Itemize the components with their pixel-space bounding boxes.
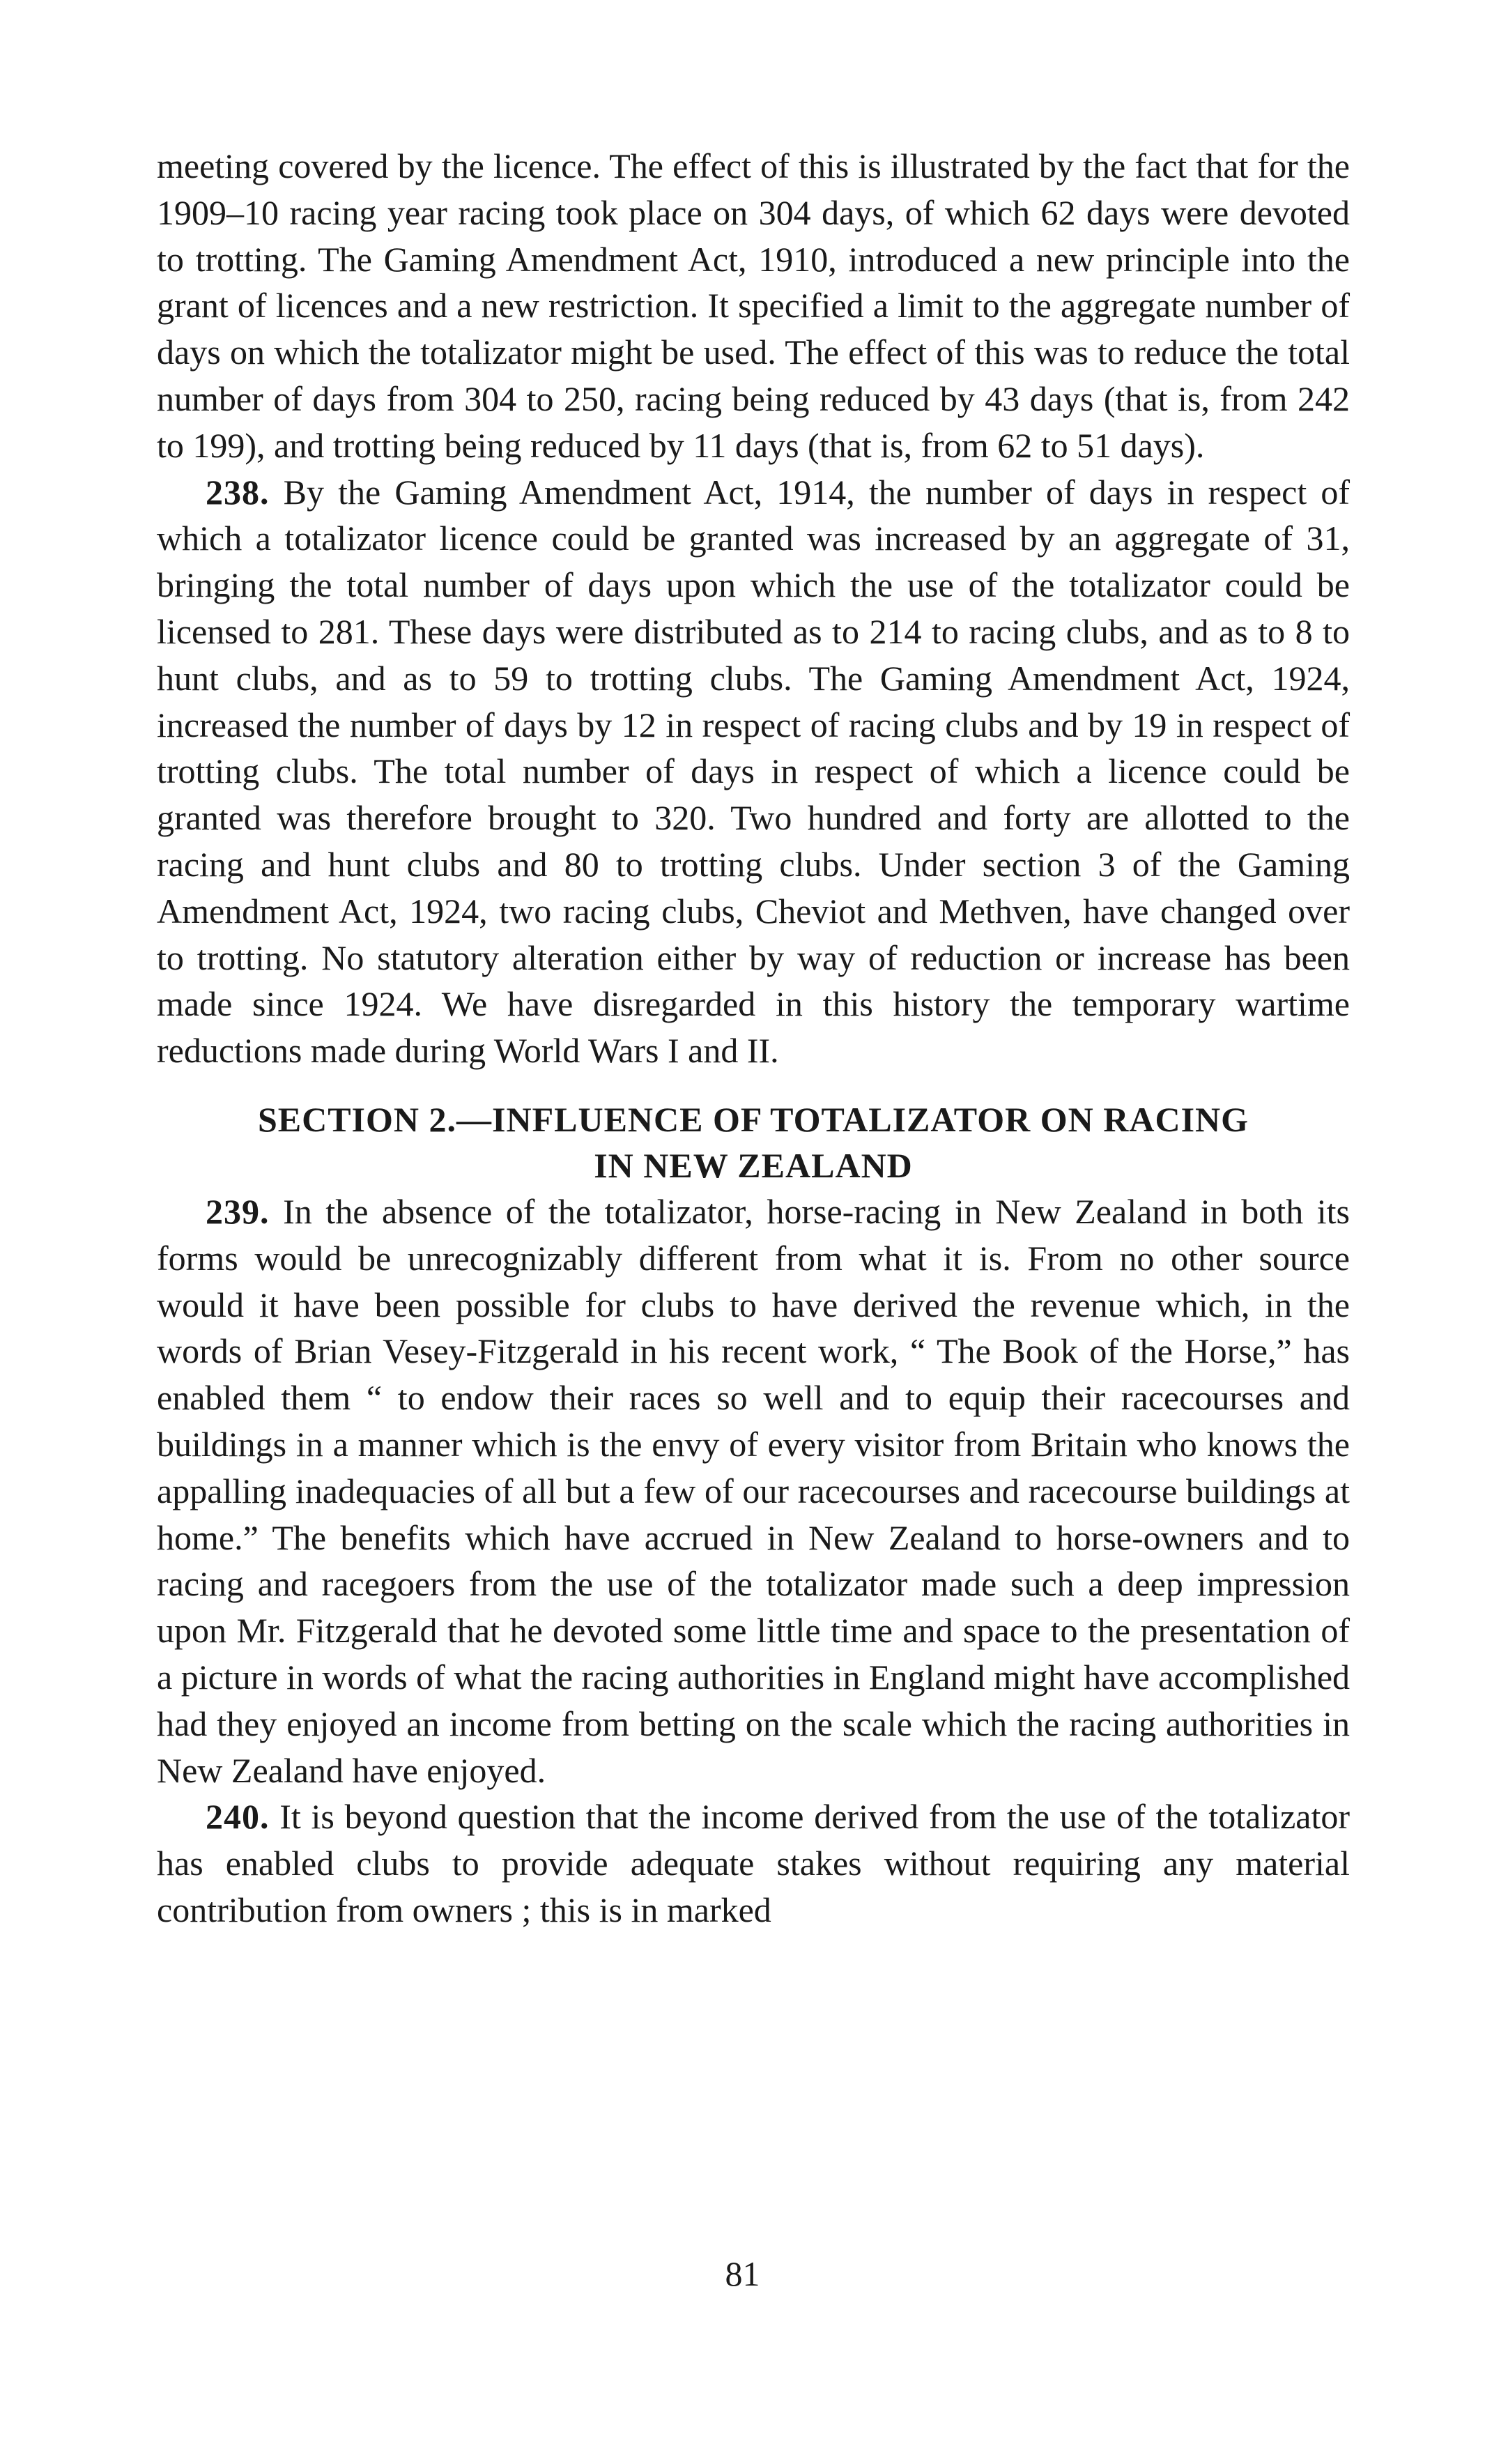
- page-body: [157, 143, 1350, 1934]
- paragraph-number: 238.: [206, 472, 270, 512]
- paragraph-238: [157, 469, 1350, 1074]
- page-number: 81: [725, 2254, 760, 2293]
- paragraph-number: 240.: [206, 1797, 270, 1837]
- section-heading-line-1: SECTION 2.—INFLUENCE OF TOTALIZATOR ON RACING: [257, 1099, 1249, 1139]
- paragraph-237-continued: meeting covered by the licence. The effect of this is illustrated by the fact that for the 1909–10 racing year racing took place on 304 days, of which 62 days were devoted to trotting. The Gaming Amendment Act, 1910, introduced a new principle into the grant of licences and a new restriction. It specified a limit to the aggregate number of days on which the totalizator might be used. The effect of this was to reduce the total number of days from 304 to 250, racing being reduced by 43 days (that is, from 242 to 199), and trotting being reduced by 11 days (that is, from 62 to 51 days).: [157, 146, 1350, 465]
- paragraph-text: In the absence of the totalizator, horse-racing in New Zealand in both its forms would be unrecognizably different from what it is. From no other source would it have been possible for clubs to have derived the revenue which, in the words of Brian Vesey-Fitzgerald in his recent work, “ The Book of the Horse,” has enabled them “ to endow their races so well and to equip their racecourses and buildings in a manner which is the envy of every visitor from Britain who knows the appalling inadequacies of all but a few of our racecourses and racecourse buildings at home.” The benefits which have accrued in New Zealand to horse-owners and to racing and racegoers from the use of the totalizator made such a deep impression upon Mr. Fitzgerald that he devoted some little time and space to the presentation of a picture in words of what the racing authorities in England might have accomplished had they enjoyed an income from betting on the scale which the racing authorities in New Zealand have enjoyed.: [157, 1191, 1351, 1790]
- paragraph-239: [157, 1188, 1350, 1793]
- paragraph-number: 239.: [206, 1191, 270, 1231]
- section-heading: [157, 1096, 1350, 1188]
- paragraph-text: By the Gaming Amendment Act, 1914, the number of days in respect of which a totalizator licence could be granted was increased by an aggregate of 31, bringing the total number of days upon which the use of the totalizator could be licensed to 281. These days were distributed as to 214 to racing clubs, and as to 8 to hunt clubs, and as to 59 to trotting clubs. The Gaming Amendment Act, 1924, increased the number of days by 12 in respect of racing clubs and by 19 in respect of trotting clubs. The total number of days in respect of which a licence could be granted was therefore brought to 320. Two hundred and forty are allotted to the racing and hunt clubs and 80 to trotting clubs. Under section 3 of the Gaming Amendment Act, 1924, two racing clubs, Cheviot and Methven, have changed over to trotting. No statutory alteration either by way of reduction or increase has been made since 1924. We have disregarded in this history the temporary wartime reductions made during World Wars I and II.: [157, 472, 1351, 1071]
- paragraph-text: It is beyond question that the income derived from the use of the totalizator has enabled clubs to provide adequate stakes without requiring any material contribution from owners ; this is in marked: [157, 1797, 1350, 1929]
- paragraph-240: [157, 1793, 1350, 1933]
- section-heading-line-2: IN NEW ZEALAND: [594, 1145, 913, 1185]
